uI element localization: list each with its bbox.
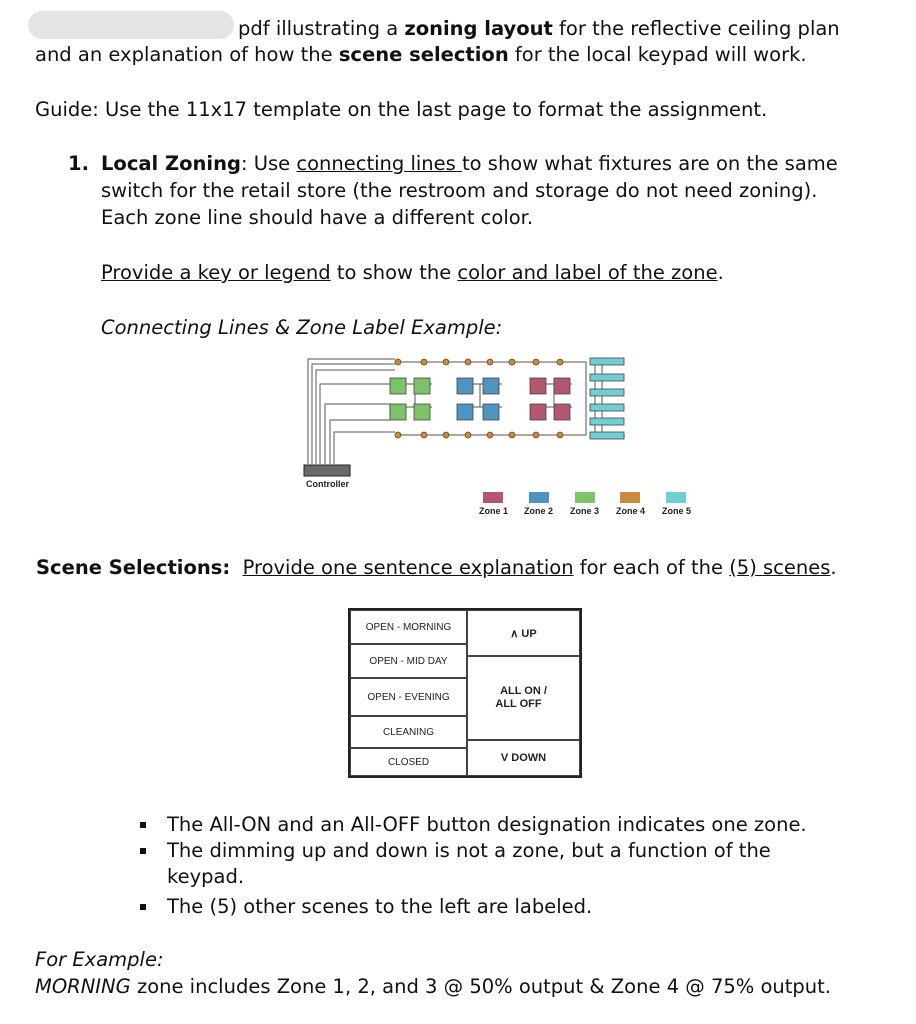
- item1-line-3: Each zone line should have a different color.: [101, 206, 534, 229]
- legend-instruction: Provide a key or legend to show the color and label of the zone.: [101, 261, 724, 284]
- example-text: MORNING zone includes Zone 1, 2, and 3 @ 50% output & Zone 4 @ 75% output.: [35, 975, 831, 998]
- item1-line-2: switch for the retail store (the restroom and storage do not need zoning).: [101, 179, 818, 202]
- redacted-text: [28, 11, 234, 39]
- keypad: [348, 608, 582, 778]
- bullet-marker: [140, 904, 146, 910]
- controller-label: Controller: [306, 479, 350, 489]
- item1-line-1: Local Zoning: Use connecting lines to show what fixtures are on the same: [101, 152, 838, 175]
- scene-heading: Scene Selections: Provide one sentence explanation for each of the (5) scenes.: [36, 556, 837, 579]
- legend-label: Zone 4: [616, 506, 646, 516]
- bullet-marker: [140, 822, 146, 828]
- example-label: For Example:: [35, 948, 164, 971]
- bullet-2: The dimming up and down is not a zone, but a function of the: [167, 839, 771, 862]
- legend-label: Zone 3: [570, 506, 600, 516]
- bullet-2-cont: keypad.: [167, 865, 245, 888]
- all-on-label: ALL ON /: [500, 685, 547, 697]
- intro-line-1: pdf illustrating a zoning layout for the reflective ceiling plan: [238, 17, 840, 40]
- example-caption: Connecting Lines & Zone Label Example:: [101, 316, 503, 339]
- zone-legend: [477, 492, 717, 518]
- bullet-marker: [140, 848, 146, 854]
- all-off-label: ALL OFF: [495, 698, 542, 710]
- scene-button-closed: CLOSED: [350, 748, 467, 776]
- legend-swatch: [575, 492, 595, 503]
- legend-label: Zone 5: [662, 506, 692, 516]
- bullet-3: The (5) other scenes to the left are labeled.: [167, 895, 593, 918]
- legend-swatch: [666, 492, 686, 503]
- legend-swatch: [483, 492, 503, 503]
- legend-swatch: [529, 492, 549, 503]
- dim-up-button: ∧ UP: [467, 610, 580, 656]
- scene-button-morning: OPEN - MORNING: [350, 610, 467, 644]
- scene-button-midday: OPEN - MID DAY: [350, 644, 467, 678]
- item-number: 1.: [68, 152, 89, 175]
- legend-label: Zone 1: [479, 506, 509, 516]
- controller-box: [304, 465, 350, 476]
- legend-label: Zone 2: [524, 506, 554, 516]
- guide-text: Guide: Use the 11x17 template on the last page to format the assignment.: [35, 98, 768, 121]
- legend-swatch: [620, 492, 640, 503]
- intro-line-2: and an explanation of how the scene selection for the local keypad will work.: [35, 43, 807, 66]
- scene-button-evening: OPEN - EVENING: [350, 678, 467, 716]
- all-on-off-button: [467, 656, 580, 740]
- scene-button-cleaning: CLEANING: [350, 716, 467, 748]
- dim-down-button: V DOWN: [467, 740, 580, 776]
- bullet-1: The All-ON and an All-OFF button designation indicates one zone.: [167, 813, 807, 836]
